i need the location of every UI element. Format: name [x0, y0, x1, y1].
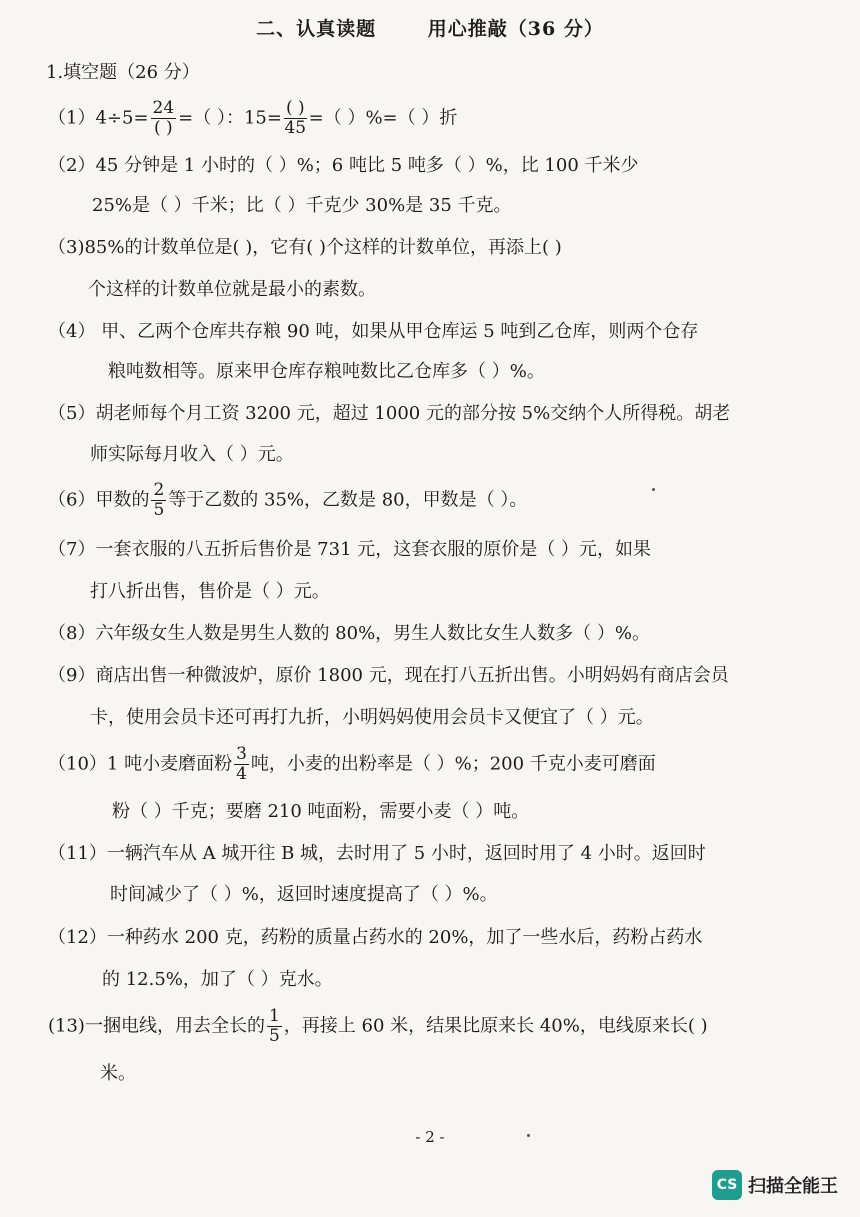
question-7-line-2: 打八折出售，售价是（ ）元。 [90, 581, 330, 602]
question-4-line-2: 粮吨数相等。原来甲仓库存粮吨数比乙仓库多（ ）%。 [108, 361, 545, 382]
watermark-text: 扫描全能王 [748, 1176, 838, 1197]
section-title [0, 14, 860, 41]
q10-fraction-denominator: 4 [236, 764, 247, 784]
question-2-line-1: （2）45 分钟是 1 小时的（ ）%；6 吨比 5 吨多（ ）%，比 100 千米少 [48, 155, 639, 176]
q6-fraction [151, 482, 166, 519]
question-1 [48, 100, 457, 137]
question-10-line-2: 粉（ ）千克；要磨 210 吨面粉，需要小麦（ ）吨。 [112, 801, 530, 822]
question-9-line-1: （9）商店出售一种微波炉，原价 1800 元，现在打八五折出售。小明妈妈有商店会员 [48, 665, 729, 686]
question-5-line-1: （5）胡老师每个月工资 3200 元，超过 1000 元的部分按 5%交纳个人所得税。胡老 [48, 403, 731, 424]
question-2-line-2: 25%是（ ）千米；比（ ）千克少 30%是 35 千克。 [92, 195, 512, 216]
q1-fraction-1 [151, 100, 177, 137]
question-10-line-1 [48, 746, 656, 783]
q13-fraction-numerator: 1 [268, 1006, 280, 1026]
question-13-line-1 [48, 1008, 708, 1045]
q13-text-a: (13)一捆电线，用去全长的 [48, 1015, 265, 1037]
q6-fraction-denominator: 5 [153, 500, 165, 520]
q10-text-a: （10）1 吨小麦磨面粉 [48, 753, 233, 775]
q13-fraction [267, 1008, 282, 1045]
question-7-line-1: （7）一套衣服的八五折后售价是 731 元，这套衣服的原价是（ ）元，如果 [48, 539, 651, 560]
scan-speck [527, 1134, 530, 1137]
camscanner-logo-icon: CS [712, 1170, 742, 1200]
q6-fraction-numerator: 2 [153, 480, 165, 500]
question-13-line-2: 米。 [100, 1063, 136, 1084]
question-group-label: 1.填空题（26 分） [46, 62, 200, 83]
page-number: - 2 - [415, 1128, 445, 1146]
q6-text-a: （6）甲数的 [48, 489, 150, 511]
scanner-watermark [712, 1170, 838, 1200]
q1-fraction-2-numerator: ( ) [285, 98, 305, 118]
q1-text-b: =（ ）：15= [178, 107, 282, 129]
question-8: （8）六年级女生人数是男生人数的 80%，男生人数比女生人数多（ ）%。 [48, 623, 651, 644]
q1-fraction-2 [284, 100, 307, 137]
q6-text-b: 等于乙数的 35%，乙数是 80，甲数是（ ）。 [168, 489, 528, 511]
q1-fraction-1-numerator: 24 [152, 98, 175, 118]
scan-speck [652, 488, 655, 491]
section-title-main: 二、认真读题 [256, 18, 377, 40]
question-5-line-2: 师实际每月收入（ ）元。 [90, 444, 294, 465]
question-3-line-1: （3)85%的计数单位是( )，它有( )个这样的计数单位，再添上( ) [48, 237, 562, 258]
question-12-line-1: （12）一种药水 200 克，药粉的质量占药水的 20%，加了一些水后，药粉占药水 [48, 927, 703, 948]
question-11-line-1: （11）一辆汽车从 A 城开往 B 城，去时用了 5 小时，返回时用了 4 小时。返回时 [48, 843, 706, 864]
q13-fraction-denominator: 5 [268, 1026, 280, 1046]
question-11-line-2: 时间减少了（ ）%，返回时速度提高了（ ）%。 [110, 884, 498, 905]
question-12-line-2: 的 12.5%，加了（ ）克水。 [102, 969, 333, 990]
question-3-line-2: 个这样的计数单位就是最小的素数。 [88, 279, 376, 300]
q1-text-c: =（ ）%=（ ）折 [308, 107, 458, 129]
section-title-sub: 用心推敲（36 分） [427, 18, 604, 40]
question-9-line-2: 卡，使用会员卡还可再打九折，小明妈妈使用会员卡又便宜了（ ）元。 [90, 707, 654, 728]
q1-text-a: （1）4÷5= [48, 107, 149, 129]
q13-text-b: ，再接上 60 米，结果比原来长 40%，电线原来长( ) [283, 1015, 708, 1037]
question-6 [48, 482, 527, 519]
q10-text-b: 吨，小麦的出粉率是（ ）%；200 千克小麦可磨面 [250, 753, 656, 775]
question-4-line-1: （4） 甲、乙两个仓库共存粮 90 吨，如果从甲仓库运 5 吨到乙仓库，则两个仓存 [48, 321, 699, 342]
q1-fraction-2-denominator: 45 [284, 118, 307, 138]
q1-fraction-1-denominator: ( ) [154, 118, 173, 138]
q10-fraction [234, 746, 249, 783]
q10-fraction-numerator: 3 [236, 744, 247, 764]
